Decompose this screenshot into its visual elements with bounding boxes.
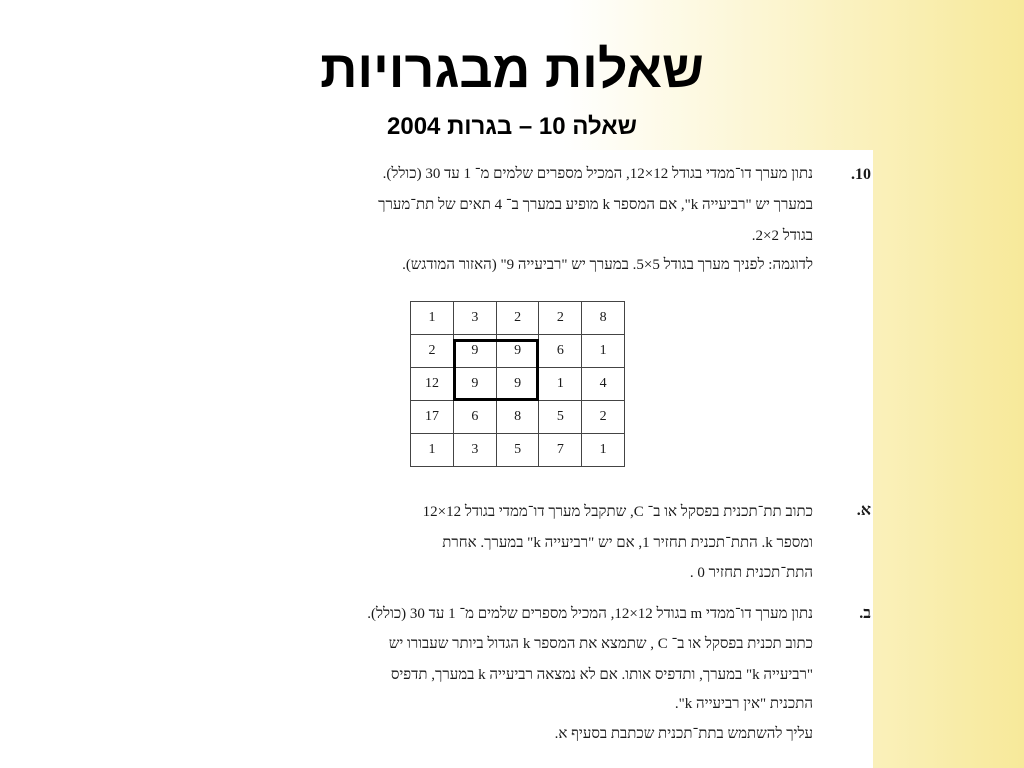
- part-b-line: התכנית "אין רביעייה k".: [674, 696, 813, 712]
- grid-cell: 9: [496, 368, 539, 401]
- grid-cell: 6: [453, 401, 496, 434]
- scanned-exam-question: [233, 150, 873, 768]
- grid-row: [411, 434, 625, 467]
- grid-cell: 1: [582, 335, 625, 368]
- question-line: בגודל 2×2.: [751, 228, 813, 244]
- grid-row: [411, 302, 625, 335]
- grid-cell: 2: [411, 335, 454, 368]
- part-b-line: "רביעייה k" במערך, ותדפיס אותו. אם לא נמצאה רביעייה k במערך, תדפיס: [390, 667, 813, 683]
- part-a-line: כתוב תת־תכנית בפסקל או ב־ C, שתקבל מערך דו־ממדי בגודל 12×12: [422, 504, 813, 520]
- question-number: 10.: [851, 166, 871, 183]
- part-a-line: ומספר k. התת־תכנית תחזיר 1, אם יש "רביעייה k" במערך. אחרת: [442, 535, 813, 551]
- part-b-label: ב.: [859, 605, 871, 622]
- part-b-line: עליך להשתמש בתת־תכנית שכתבת בסעיף א.: [554, 726, 813, 742]
- part-a-line: התת־תכנית תחזיר 0 .: [689, 565, 813, 581]
- grid-cell: 6: [539, 335, 582, 368]
- grid-cell: 3: [453, 434, 496, 467]
- question-line: נתון מערך דו־ממדי בגודל 12×12, המכיל מספרים שלמים מ־ 1 עד 30 (כולל).: [382, 166, 813, 182]
- grid-cell: 3: [453, 302, 496, 335]
- page-subtitle: שאלה 10 – בגרות 2004: [387, 113, 637, 140]
- question-line: במערך יש "רביעייה k", אם המספר k מופיע במערך ב־ 4 תאים של תת־מערך: [378, 197, 813, 213]
- grid-cell: 2: [496, 302, 539, 335]
- highlighted-quad-border: [453, 339, 539, 401]
- grid-cell: 9: [453, 368, 496, 401]
- grid-cell: 1: [411, 302, 454, 335]
- grid-cell: 8: [496, 401, 539, 434]
- grid-row: [411, 401, 625, 434]
- grid-cell: 8: [582, 302, 625, 335]
- question-line-example: לדוגמה: לפניך מערך בגודל 5×5. במערך יש "רביעייה 9" (האזור המודגש).: [402, 257, 813, 273]
- part-b-line: נתון מערך דו־ממדי m בגודל 12×12, המכיל מספרים שלמים מ־ 1 עד 30 (כולל).: [367, 606, 813, 622]
- grid-cell: 2: [539, 302, 582, 335]
- part-a-label: א.: [856, 502, 871, 519]
- grid-cell: 9: [496, 335, 539, 368]
- grid-cell: 5: [496, 434, 539, 467]
- grid-cell: 1: [539, 368, 582, 401]
- grid-cell: 1: [582, 434, 625, 467]
- grid-cell: 17: [411, 401, 454, 434]
- grid-cell: 5: [539, 401, 582, 434]
- grid-cell: 9: [453, 335, 496, 368]
- part-b-line: כתוב תכנית בפסקל או ב־ C , שתמצא את המספר k הגדול ביותר שעבורו יש: [388, 636, 813, 652]
- page-title: שאלות מבגרויות: [320, 41, 704, 99]
- grid-cell: 7: [539, 434, 582, 467]
- grid-cell: 12: [411, 368, 454, 401]
- grid-cell: 2: [582, 401, 625, 434]
- grid-cell: 1: [411, 434, 454, 467]
- grid-cell: 4: [582, 368, 625, 401]
